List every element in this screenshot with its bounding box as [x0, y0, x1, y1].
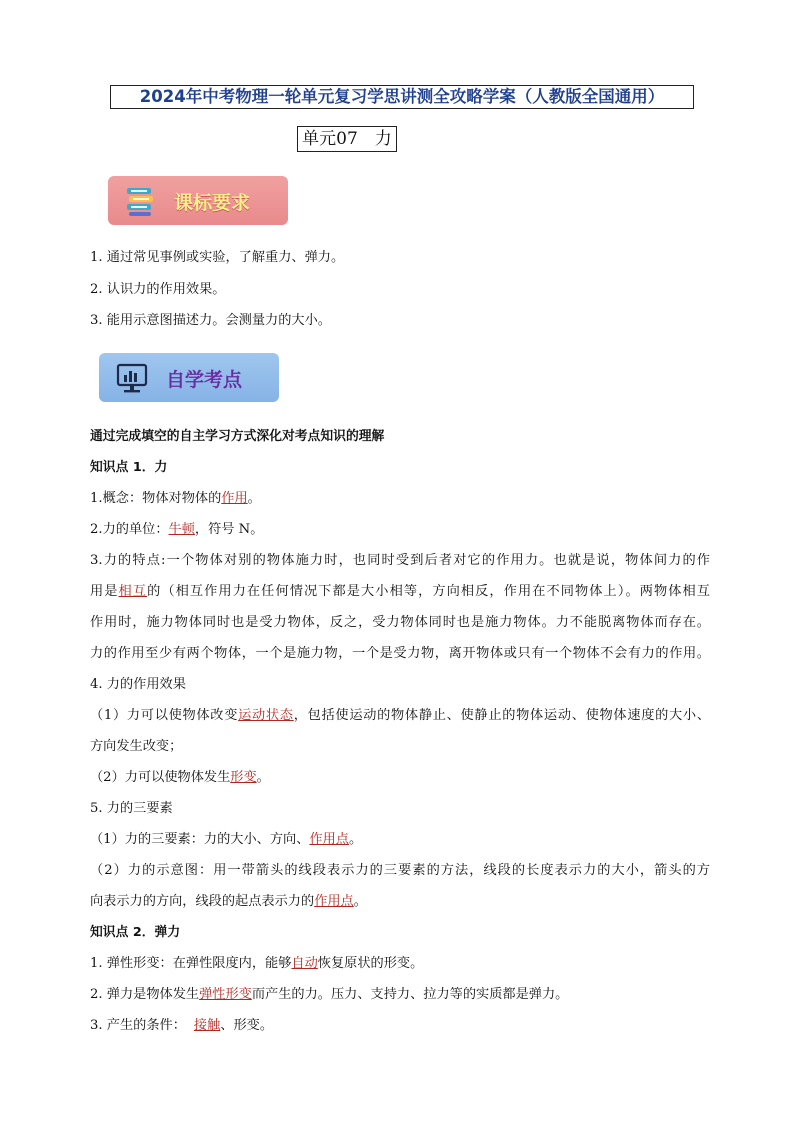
kp1-three1-text: （1）力的三要素：力的大小、方向、	[90, 832, 310, 847]
monitor-chart-icon	[115, 361, 149, 395]
curriculum-banner-label: 课标要求	[174, 192, 251, 214]
kp1-feature-line-2	[90, 582, 710, 602]
kp2-item-2	[90, 985, 710, 1005]
kp1-feature-text: 用是	[90, 584, 119, 599]
kp1-concept-end: 。	[247, 491, 261, 506]
kp1-feature-line-1: 3.力的特点:一个物体对别的物体施力时，也同时受到后者对它的作用力。也就是说，物体间力的作	[90, 553, 710, 568]
kp1-effect1-answer: 运动状态	[238, 708, 294, 723]
kp1-three-heading: 5. 力的三要素	[90, 801, 173, 816]
kp1-concept	[90, 489, 710, 509]
kp2-item1-rest: 恢复原状的形变。	[317, 956, 424, 971]
kp2-item-3	[90, 1016, 710, 1036]
requirement-item-1: 1. 通过常见事例或实验，了解重力、弹力。	[90, 250, 345, 265]
document-title: 2024年中考物理一轮单元复习学思讲测全攻略学案（人教版全国通用）	[110, 85, 694, 109]
kp2-item2-rest: 而产生的力。压力、支持力、拉力等的实质都是弹力。	[251, 987, 569, 1002]
kp2-item1-text: 1. 弹性形变：在弹性限度内，能够	[90, 956, 292, 971]
kp1-effect2-text: （2）力可以使物体发生	[90, 770, 231, 785]
kp1-effect2-answer: 形变	[230, 770, 257, 785]
kp1-three1-end: 。	[348, 832, 363, 847]
unit-title: 单元07 力	[297, 126, 397, 152]
kp2-item-1	[90, 954, 710, 974]
kp1-feature-rest: 的（相互作用力在任何情况下都是大小相等，方向相反，作用在不同物体上）。两物体相互	[147, 584, 710, 599]
requirement-item-3: 3. 能用示意图描述力。会测量力的大小。	[90, 313, 331, 328]
kp1-effect-2	[90, 768, 710, 788]
kp1-effect2-end: 。	[256, 770, 270, 785]
kp1-three2-end: 。	[353, 894, 367, 909]
books-icon	[124, 184, 158, 218]
kp1-unit-end: ，符号 N。	[194, 522, 264, 537]
kp1-effect-1	[90, 706, 710, 726]
kp1-effect-1-cont: 方向发生改变；	[90, 739, 183, 754]
kp1-three2-text: 向表示力的方向，线段的起点表示力的	[90, 894, 315, 909]
kp2-item2-answer: 弹性形变	[199, 987, 252, 1002]
kp2-item3-answer: 接触	[193, 1018, 221, 1033]
kp1-three-1	[90, 830, 710, 850]
kp1-effect1-text: （1）力可以使物体改变	[90, 708, 239, 723]
kp1-concept-answer: 作用	[221, 491, 248, 506]
kp2-heading: 知识点 2．弹力	[90, 925, 181, 940]
kp1-concept-text: 1.概念：物体对物体的	[90, 491, 222, 506]
kp1-feature-line-4: 力的作用至少有两个物体，一个是施力物，一个是受力物，离开物体或只有一个物体不会有力的作用。	[90, 646, 710, 661]
kp2-item3-end: 、形变。	[220, 1018, 274, 1033]
kp1-feature-answer: 相互	[118, 584, 148, 599]
kp2-item3-text: 3. 产生的条件：	[90, 1018, 186, 1033]
self-study-banner-label: 自学考点	[166, 369, 243, 391]
kp1-three-2: （2）力的示意图：用一带箭头的线段表示力的三要素的方法，线段的长度表示力的大小，箭头的方	[90, 863, 710, 878]
self-study-banner	[99, 353, 279, 402]
kp1-feature-line-3: 作用时，施力物体同时也是受力物体，反之，受力物体同时也是施力物体。力不能脱离物体而存在。	[90, 615, 710, 630]
kp1-unit-text: 2.力的单位：	[90, 522, 169, 537]
kp2-item1-answer: 自动	[291, 956, 318, 971]
kp1-effect1-rest: ，包括使运动的物体静止、使静止的物体运动、使物体速度的大小、	[293, 708, 711, 723]
kp1-unit-answer: 牛顿	[168, 522, 195, 537]
kp1-three1-answer: 作用点	[309, 832, 349, 847]
kp2-item2-text: 2. 弹力是物体发生	[90, 987, 200, 1002]
kp1-three-2-cont	[90, 892, 710, 912]
kp1-unit	[90, 520, 710, 540]
curriculum-banner	[108, 176, 288, 225]
kp1-effect-heading: 4. 力的作用效果	[90, 677, 186, 692]
intro-text: 通过完成填空的自主学习方式深化对考点知识的理解	[90, 429, 385, 444]
kp1-three2-answer: 作用点	[314, 894, 354, 909]
requirement-item-2: 2. 认识力的作用效果。	[90, 282, 226, 297]
kp1-heading: 知识点 1．力	[90, 460, 168, 475]
